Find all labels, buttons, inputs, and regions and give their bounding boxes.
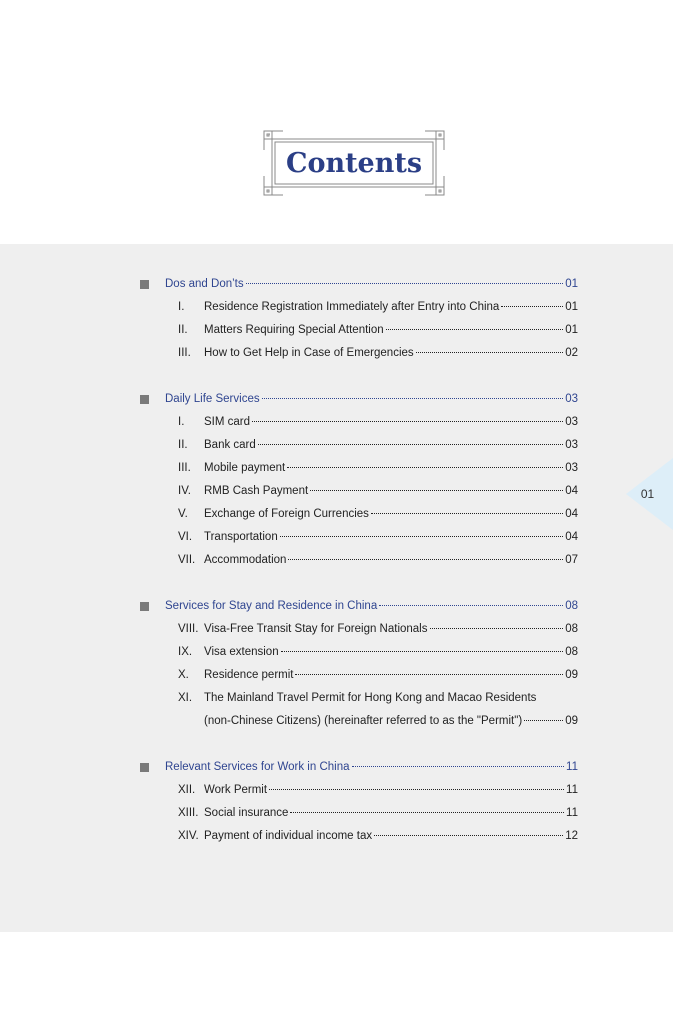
toc-page-number: 03 xyxy=(565,462,578,474)
toc-item-label: Exchange of Foreign Currencies xyxy=(204,508,369,520)
dot-leader xyxy=(524,720,563,721)
dot-leader xyxy=(262,398,564,399)
toc-page-number: 09 xyxy=(565,669,578,681)
toc-item-label: Visa-Free Transit Stay for Foreign Nationals xyxy=(204,623,428,635)
toc-item-number: X. xyxy=(178,669,189,681)
toc-page-number: 03 xyxy=(565,393,578,405)
toc-item-number: XI. xyxy=(178,692,193,704)
dot-leader xyxy=(295,674,563,675)
toc-item-label: RMB Cash Payment xyxy=(204,485,309,497)
toc-section-label: Daily Life Services xyxy=(165,393,260,405)
dot-leader xyxy=(371,513,563,514)
toc-item[interactable] xyxy=(178,299,578,315)
dot-leader xyxy=(386,329,564,330)
toc-item-label: Residence permit xyxy=(204,669,294,681)
toc-page-number: 09 xyxy=(565,715,578,727)
section-bullet-icon xyxy=(140,602,149,611)
toc-page-number: 12 xyxy=(565,830,578,842)
toc-page-number: 08 xyxy=(565,600,578,612)
contents-title-frame xyxy=(263,130,445,196)
dot-leader xyxy=(430,628,564,629)
dot-leader xyxy=(290,812,564,813)
toc-item-number: XIII. xyxy=(178,807,199,819)
toc-page-number: 11 xyxy=(566,761,578,773)
dot-leader xyxy=(501,306,563,307)
toc-item-label-cont: (non-Chinese Citizens) (hereinafter referred to as the "Permit") xyxy=(204,715,523,727)
toc-page-number: 03 xyxy=(565,439,578,451)
dot-leader xyxy=(287,467,563,468)
dot-leader xyxy=(246,283,564,284)
toc-item-label: Social insurance xyxy=(204,807,289,819)
toc-item[interactable] xyxy=(178,460,578,476)
toc-item[interactable] xyxy=(178,690,578,706)
dot-leader xyxy=(258,444,563,445)
toc-section-dos-donts[interactable] xyxy=(140,276,578,292)
toc-item-number: II. xyxy=(178,324,188,336)
toc-page-number: 04 xyxy=(565,508,578,520)
toc-page-number: 02 xyxy=(565,347,578,359)
toc-item-number: XII. xyxy=(178,784,196,796)
toc-item-number: VI. xyxy=(178,531,193,543)
toc-item-label: Visa extension xyxy=(204,646,279,658)
page-title: Contents xyxy=(285,147,423,179)
section-bullet-icon xyxy=(140,395,149,404)
toc-item-number: II. xyxy=(178,439,188,451)
section-bullet-icon xyxy=(140,763,149,772)
toc-item-number: VII. xyxy=(178,554,196,566)
dot-leader xyxy=(288,559,563,560)
toc-item-number: IV. xyxy=(178,485,192,497)
page-number-tab xyxy=(626,458,673,530)
toc-item-label: Bank card xyxy=(204,439,256,451)
toc-item[interactable] xyxy=(178,437,578,453)
toc-section-label: Relevant Services for Work in China xyxy=(165,761,350,773)
toc-item[interactable] xyxy=(178,644,578,660)
dot-leader xyxy=(280,536,563,537)
toc-item[interactable] xyxy=(178,322,578,338)
toc-item-number: III. xyxy=(178,462,191,474)
toc-page-number: 04 xyxy=(565,531,578,543)
toc-item[interactable] xyxy=(178,483,578,499)
toc-page-number: 08 xyxy=(565,646,578,658)
toc-item-label: Accommodation xyxy=(204,554,287,566)
toc-item[interactable] xyxy=(178,805,578,821)
toc-item[interactable] xyxy=(178,782,578,798)
toc-item-continuation[interactable] xyxy=(204,713,578,729)
toc-page-number: 11 xyxy=(566,784,578,796)
toc-item[interactable] xyxy=(178,529,578,545)
toc-item[interactable] xyxy=(178,345,578,361)
dot-leader xyxy=(252,421,563,422)
toc-item-number: I. xyxy=(178,416,185,428)
toc-page-number: 08 xyxy=(565,623,578,635)
toc-section-work[interactable] xyxy=(140,759,578,775)
toc-item[interactable] xyxy=(178,506,578,522)
dot-leader xyxy=(281,651,564,652)
toc-item-label: How to Get Help in Case of Emergencies xyxy=(204,347,414,359)
toc-item-label: Matters Requiring Special Attention xyxy=(204,324,384,336)
toc-page-number: 01 xyxy=(565,324,578,336)
toc-item-label: Mobile payment xyxy=(204,462,286,474)
toc-item[interactable] xyxy=(178,828,578,844)
toc-section-label: Services for Stay and Residence in China xyxy=(165,600,378,612)
toc-page-number: 01 xyxy=(565,278,578,290)
toc-section-daily-life[interactable] xyxy=(140,391,578,407)
dot-leader xyxy=(416,352,564,353)
dot-leader xyxy=(374,835,563,836)
toc-item-label: SIM card xyxy=(204,416,251,428)
toc-item-label: Transportation xyxy=(204,531,278,543)
toc-item[interactable] xyxy=(178,552,578,568)
dot-leader xyxy=(310,490,563,491)
dot-leader xyxy=(352,766,565,767)
section-bullet-icon xyxy=(140,280,149,289)
toc-item-number: V. xyxy=(178,508,188,520)
dot-leader xyxy=(269,789,564,790)
toc-section-stay-residence[interactable] xyxy=(140,598,578,614)
toc-item[interactable] xyxy=(178,414,578,430)
toc-item-number: VIII. xyxy=(178,623,199,635)
toc-item-label: Residence Registration Immediately after Entry into China xyxy=(204,301,500,313)
toc-item[interactable] xyxy=(178,621,578,637)
toc-item-label: Payment of individual income tax xyxy=(204,830,373,842)
toc-item-number: I. xyxy=(178,301,185,313)
toc-item-number: XIV. xyxy=(178,830,199,842)
toc-page-number: 04 xyxy=(565,485,578,497)
toc-page-number: 01 xyxy=(565,301,578,313)
toc-page-number: 07 xyxy=(565,554,578,566)
toc-page-number: 11 xyxy=(566,807,578,819)
toc-item-label: Work Permit xyxy=(204,784,268,796)
toc-section-label: Dos and Don’ts xyxy=(165,278,244,290)
dot-leader xyxy=(379,605,563,606)
toc-item-number: III. xyxy=(178,347,191,359)
toc-item-number: IX. xyxy=(178,646,193,658)
toc-item[interactable] xyxy=(178,667,578,683)
toc-item-label: The Mainland Travel Permit for Hong Kong and Macao Residents xyxy=(204,692,537,704)
page-number: 01 xyxy=(640,487,655,501)
toc-page-number: 03 xyxy=(565,416,578,428)
